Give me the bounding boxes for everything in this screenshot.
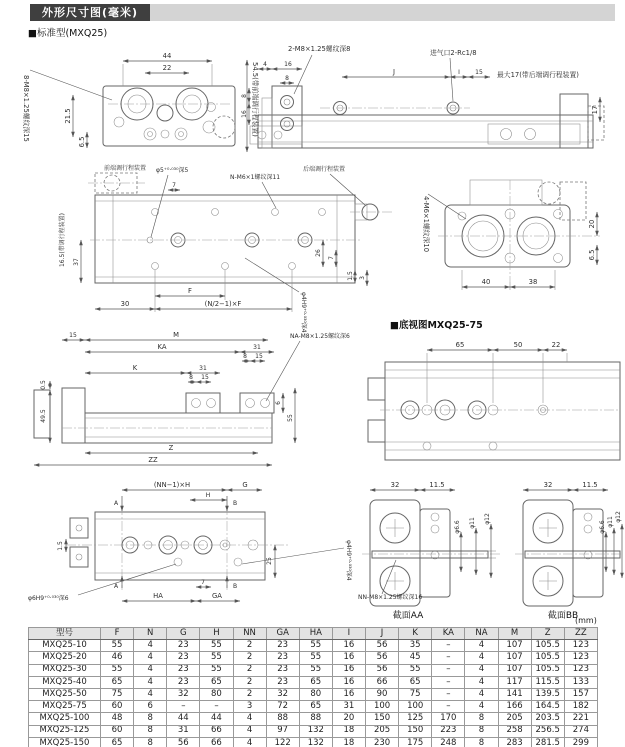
dim-cell: 230 [366,737,399,747]
dim-label: 15 [69,332,77,339]
plan-view-drawing [58,164,392,333]
dim-cell: 66 [366,676,399,688]
dim-cell: 139.5 [531,688,564,700]
dim-cell: – [432,676,465,688]
thread-callout: NA-M8×1.25螺纹深6 [290,333,350,340]
dim-cell: 66 [200,725,233,737]
dim-cell: 16 [332,688,365,700]
dim-label: 50 [513,341,523,349]
dim-cell: 55 [299,652,332,664]
dim-label: 25 [266,557,273,565]
column-header: I [332,628,365,640]
dim-cell: 4 [465,676,498,688]
thread-callout: 8-M8×1.25螺纹深15 [22,75,30,142]
dim-cell: 31 [332,701,365,713]
thread-callout: 4-M6×1螺纹深10 [422,196,430,253]
bottom-view-75-drawing [368,341,620,460]
dim-cell: 4 [465,664,498,676]
dim-cell: 107 [498,664,531,676]
dim-cell: – [432,701,465,713]
model-cell: MXQ25-10 [29,640,101,652]
dim-cell: 123 [564,652,597,664]
dim-cell: 18 [332,725,365,737]
dim-cell: 3 [233,701,266,713]
dim-label: 22 [162,64,172,72]
dim-label: 32 [390,481,400,489]
bottom-view-title: ■底视图MXQ25-75 [390,320,483,331]
dim-cell: 44 [200,713,233,725]
dim-cell: 182 [564,701,597,713]
dim-label: 31 [253,344,261,351]
dim-label: 1.5 [347,271,354,281]
dim-cell: 157 [564,688,597,700]
diameter-label: φ12 [484,513,491,525]
dim-cell: 2 [233,652,266,664]
dim-label: GA [212,592,222,600]
dim-label: 40 [481,278,491,286]
dim-cell: 2 [233,664,266,676]
dim-cell: 80 [299,688,332,700]
dim-cell: 100 [366,701,399,713]
column-header: F [101,628,134,640]
dim-cell: 203.5 [531,713,564,725]
dim-cell: 133 [564,676,597,688]
dim-label: G [242,481,248,489]
dim-label: F [188,287,192,295]
dim-label: 22 [551,341,561,349]
bottom-view-75-outline [385,362,620,460]
dim-cell: 4 [233,713,266,725]
dim-cell: 299 [564,737,597,747]
dim-cell: 2 [233,640,266,652]
dim-cell: 281.5 [531,737,564,747]
table-body [29,640,598,747]
dim-cell: 205 [366,725,399,737]
dim-cell: 132 [299,725,332,737]
dim-cell: 35 [399,640,432,652]
dim-cell: 45 [399,652,432,664]
dim-cell: 55 [200,652,233,664]
rear-adjuster-label: 后端调行程装置 [303,166,346,173]
dim-cell: 4 [134,640,167,652]
section-bb-outline [523,500,573,606]
dim-cell: 100 [399,701,432,713]
dim-label: 15 [475,69,483,76]
diameter-label: φ12 [615,511,622,523]
dim-label: 32 [543,481,553,489]
dim-cell: 75 [399,688,432,700]
unit-note: (mm) [575,616,597,625]
dim-cell: 23 [167,652,200,664]
column-header: N [134,628,167,640]
dim-label: 44 [162,52,172,60]
dim-cell: 55 [101,664,134,676]
section-bb-drawing [515,481,622,621]
dim-cell: 88 [299,713,332,725]
table-row [29,640,598,652]
dim-cell: 72 [266,701,299,713]
dim-cell: 170 [432,713,465,725]
dim-label: (NN−1)×H [153,481,191,489]
table-header-row [29,628,598,640]
dim-cell: 4 [134,688,167,700]
pin-hole-callout: φ4H9⁺⁰·⁰³⁰深4 [300,292,307,333]
column-header: ZZ [564,628,597,640]
section-mark: A [114,583,119,590]
dim-cell: 123 [564,640,597,652]
dim-cell: 8 [134,737,167,747]
dim-label: 17 [591,105,599,115]
dim-label: (N/2−1)×F [204,300,242,308]
dim-cell: – [432,652,465,664]
dim-label: 16 [284,61,292,68]
table-row [29,652,598,664]
thread-callout: 2-M8×1.25螺纹深8 [288,45,351,53]
dim-label: 4 [263,61,267,68]
dim-label: J [392,68,396,76]
dim-label: 16 [241,110,248,118]
dim-cell: 23 [167,640,200,652]
dim-cell: 65 [299,701,332,713]
column-header: K [399,628,432,640]
dim-cell: 97 [266,725,299,737]
dim-cell: 274 [564,725,597,737]
dim-cell: 88 [266,713,299,725]
dim-label: 55 [287,414,294,422]
table-row [29,688,598,700]
dim-cell: 4 [134,652,167,664]
dim-cell: 205 [498,713,531,725]
top-view-drawing [22,52,260,152]
dim-cell: 105.5 [531,640,564,652]
hatched-boss [213,116,235,138]
bottom-view-drawing [34,331,350,465]
lower-plan-drawing [28,481,353,602]
stroke-adjuster-note: 16.5(带调行程装置) [59,212,66,268]
dim-label: 8 [243,353,247,360]
dim-cell: 4 [134,676,167,688]
dim-label: 8 [285,75,289,82]
lower-plan-outline [95,512,265,580]
dim-label: 11.5 [582,481,598,489]
dim-cell: 55 [299,640,332,652]
dim-label: 7 [201,579,205,586]
dim-cell: 16 [332,664,365,676]
dim-label: I [458,69,460,76]
dim-cell: – [432,640,465,652]
page-title: 外形尺寸图(毫米) [30,4,150,21]
dim-cell: 23 [266,640,299,652]
dim-label: Z [168,444,174,452]
section-mark: B [233,583,238,590]
dim-label: 38 [528,278,538,286]
section-aa-drawing [358,481,500,621]
model-cell: MXQ25-20 [29,652,101,664]
dim-label: 7 [172,182,176,189]
dim-cell: 60 [101,701,134,713]
dim-cell: 80 [200,688,233,700]
dim-cell: 32 [266,688,299,700]
dim-cell: – [432,688,465,700]
dim-cell: 150 [399,725,432,737]
dim-cell: 23 [266,652,299,664]
dim-cell: 56 [366,664,399,676]
dim-cell: 150 [366,713,399,725]
dim-cell: 122 [266,737,299,747]
max-stroke-note: 最大17(带后端调行程装置) [497,71,579,79]
dim-cell: 65 [101,676,134,688]
dim-cell: 107 [498,652,531,664]
dim-cell: 56 [167,737,200,747]
dim-cell: – [167,701,200,713]
model-cell: MXQ25-50 [29,688,101,700]
dim-cell: 75 [101,688,134,700]
dim-cell: 166 [498,701,531,713]
dim-cell: 4 [465,701,498,713]
standard-type-label: ■标准型(MXQ25) [28,28,108,39]
section-mark: B [233,500,238,507]
dim-label: 1.5 [57,541,64,551]
table-row [29,713,598,725]
column-header: HA [299,628,332,640]
dim-cell: 8 [465,737,498,747]
dim-label: 8 [189,374,193,381]
table-row [29,701,598,713]
dim-cell: 123 [564,664,597,676]
dim-cell: 55 [101,640,134,652]
model-cell: MXQ25-125 [29,725,101,737]
dim-label: 8 [241,94,248,98]
dim-cell: 283 [498,737,531,747]
dim-cell: 55 [299,664,332,676]
dim-cell: 65 [399,676,432,688]
dim-cell: 55 [200,640,233,652]
dim-cell: 56 [366,640,399,652]
dim-cell: 258 [498,725,531,737]
column-header: Z [531,628,564,640]
column-header: 型号 [29,628,101,640]
dim-cell: 20 [332,713,365,725]
dim-cell: 256.5 [531,725,564,737]
dim-cell: 48 [101,713,134,725]
dim-cell: 23 [266,664,299,676]
dim-cell: 23 [266,676,299,688]
column-header: J [366,628,399,640]
dim-label: 65 [455,341,465,349]
dim-label: 15 [201,374,209,381]
dim-label: 6.5 [588,249,596,261]
table-row [29,737,598,747]
dim-label: 6.5 [78,136,86,148]
front-adjuster-label: 前端调行程装置 [104,165,147,172]
column-header: NN [233,628,266,640]
end-view-drawing [422,180,600,290]
column-header: M [498,628,531,640]
dim-cell: 2 [233,676,266,688]
dim-cell: 65 [101,737,134,747]
dim-label: 26 [315,249,322,257]
dim-cell: – [200,701,233,713]
section-bb-caption: 截面BB [547,611,579,621]
dim-cell: 31 [167,725,200,737]
model-cell: MXQ25-150 [29,737,101,747]
stroke-adjuster-note: 54.5(带前端调行程装置) [251,62,259,137]
side-view-rail-outline [258,115,593,148]
table-row [29,664,598,676]
dim-cell: 60 [101,725,134,737]
dim-cell: 4 [465,688,498,700]
dim-cell: – [432,664,465,676]
dim-label: 15 [255,353,263,360]
model-cell: MXQ25-30 [29,664,101,676]
dim-label: 37 [73,258,80,266]
dim-cell: 164.5 [531,701,564,713]
dim-label: KA [157,343,167,351]
dim-label: 20 [588,219,596,229]
column-header: GA [266,628,299,640]
dim-label: H [205,492,211,499]
dim-cell: 8 [134,713,167,725]
section-mark: A [114,500,119,507]
table-row [29,725,598,737]
dim-cell: 6 [134,701,167,713]
dim-cell: 32 [167,688,200,700]
dim-label: M [173,331,179,339]
dim-label: 31 [199,365,207,372]
dim-cell: 4 [465,640,498,652]
dim-cell: 4 [134,664,167,676]
section-aa-outline [370,500,420,606]
dim-cell: 8 [134,725,167,737]
dim-label: 3 [359,276,366,280]
dim-label: 11.5 [429,481,445,489]
dim-cell: 55 [200,664,233,676]
thread-callout: N-M6×1螺纹深11 [230,174,281,181]
dim-cell: 66 [200,737,233,747]
dim-cell: 125 [399,713,432,725]
dim-cell: 117 [498,676,531,688]
dim-cell: 4 [233,737,266,747]
dim-label: 0.5 [40,380,47,390]
model-cell: MXQ25-40 [29,676,101,688]
dim-cell: 56 [366,652,399,664]
dim-cell: 16 [332,640,365,652]
pin-hole-callout: φ4H9⁺⁰·⁰³⁰深4 [345,540,352,581]
top-view-body-outline [103,86,235,146]
dim-cell: 221 [564,713,597,725]
dim-cell: 55 [399,664,432,676]
dim-cell: 105.5 [531,664,564,676]
dim-cell: 105.5 [531,652,564,664]
table-row [29,676,598,688]
diameter-label: φ11 [607,516,614,528]
dim-label: HA [153,592,163,600]
diameter-label: φ6.6 [599,520,606,534]
dim-cell: 65 [299,676,332,688]
dim-cell: 175 [399,737,432,747]
air-port-callout: 进气口2-Rc1/8 [430,49,477,57]
dim-cell: 16 [332,652,365,664]
model-cell: MXQ25-75 [29,701,101,713]
column-header: KA [432,628,465,640]
dim-cell: 141 [498,688,531,700]
dim-cell: 223 [432,725,465,737]
dim-cell: 2 [233,688,266,700]
column-header: NA [465,628,498,640]
diameter-label: φ6.6 [454,520,461,534]
dim-label: 30 [120,300,130,308]
dim-cell: 90 [366,688,399,700]
column-header: G [167,628,200,640]
dim-cell: 4 [233,725,266,737]
dim-cell: 8 [465,713,498,725]
dim-cell: 46 [101,652,134,664]
dim-label: 21.5 [64,108,72,124]
dim-cell: 16 [332,676,365,688]
hole-callout: φ5⁺⁰·⁰³⁰深5 [156,167,189,174]
column-header: H [200,628,233,640]
dim-cell: 115.5 [531,676,564,688]
dim-cell: 18 [332,737,365,747]
thread-callout: NN-M8×1.25螺纹深16 [358,594,423,601]
dim-label: K [132,364,138,372]
dim-label: ZZ [148,456,158,464]
dim-label: 7 [328,256,335,260]
dim-cell: 4 [465,652,498,664]
dim-cell: 8 [465,725,498,737]
model-cell: MXQ25-100 [29,713,101,725]
dim-cell: 23 [167,664,200,676]
dim-cell: 132 [299,737,332,747]
dim-cell: 65 [200,676,233,688]
side-view-drawing [241,44,604,148]
dimension-table [28,627,598,747]
dim-cell: 248 [432,737,465,747]
diameter-label: φ11 [469,517,476,529]
dim-cell: 23 [167,676,200,688]
dim-cell: 107 [498,640,531,652]
dim-cell: 44 [167,713,200,725]
dim-label: 49.5 [40,409,47,423]
section-aa-caption: 截面AA [392,611,424,621]
plan-view-body-outline [95,195,355,283]
dim-label: 6 [275,401,282,405]
hole-callout: φ6H9⁺⁰·⁰³⁰深6 [28,595,69,602]
